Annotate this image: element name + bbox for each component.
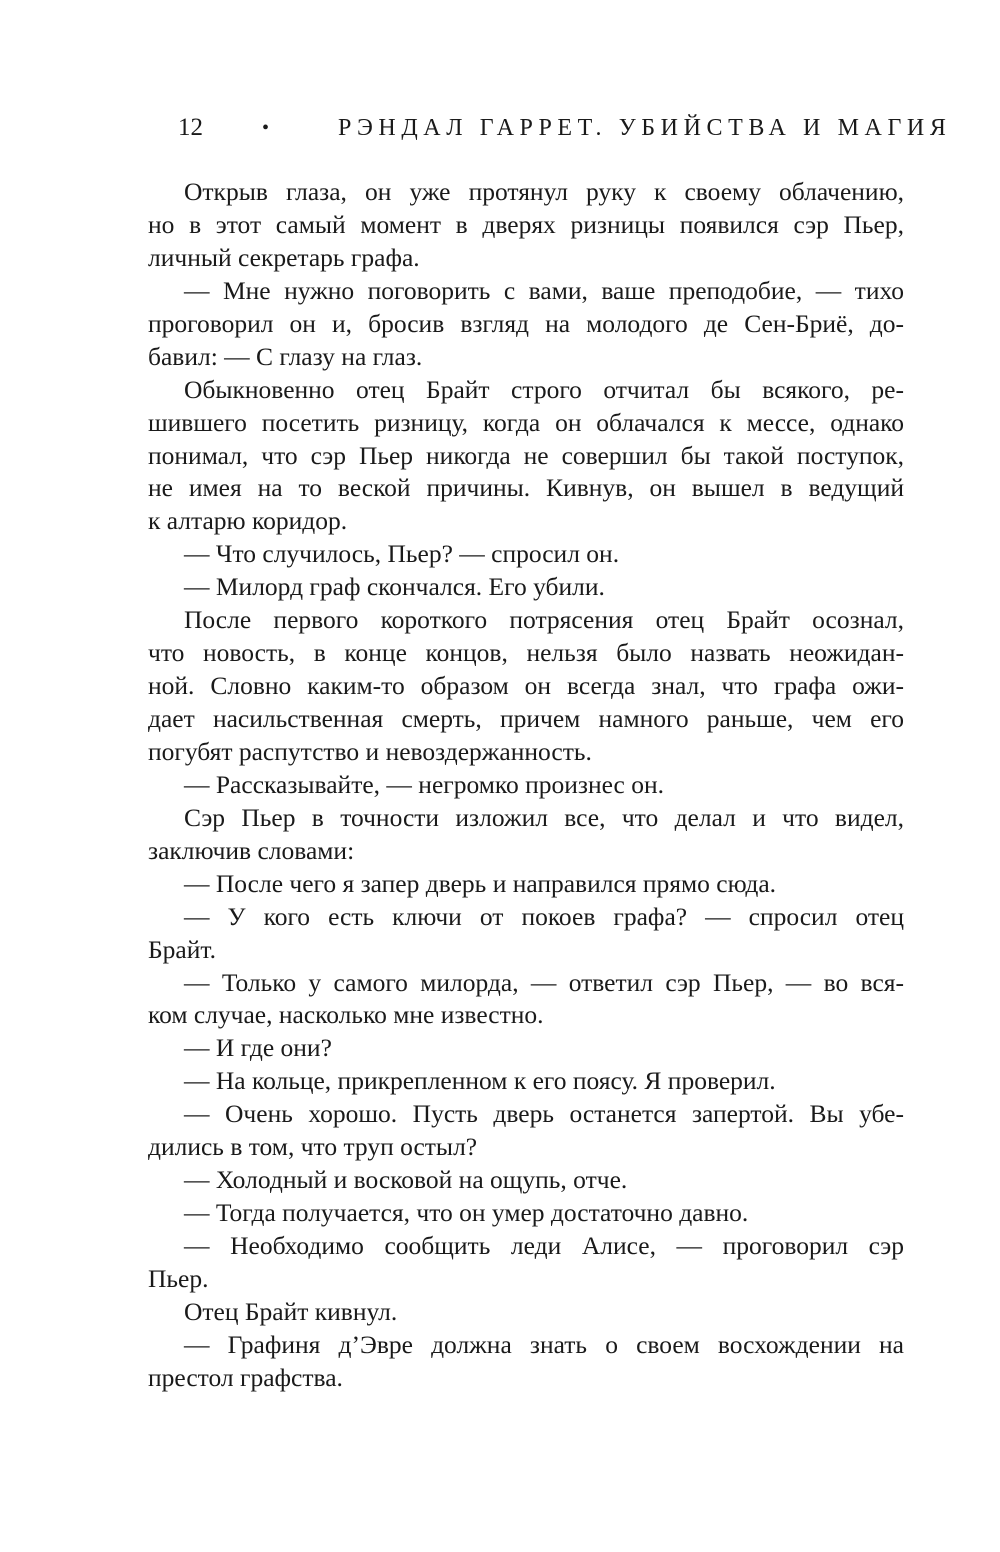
text-line: — Графиня д’Эвре должна знать о своем восхождении на [184, 1329, 904, 1359]
running-title: РЭНДАЛ ГАРРЕТ. УБИЙСТВА И МАГИЯ [338, 115, 952, 141]
text-line: — Рассказывайте, — негромко произнес он. [184, 769, 665, 799]
text-line: не имея на то веской причины. Кивнув, он вышел в ведущий [148, 473, 904, 503]
text-line: — Очень хорошо. Пусть дверь останется запертой. Вы убе- [184, 1099, 904, 1129]
text-line: Сэр Пьер в точности изложил все, что делал и что видел, [184, 802, 904, 832]
text-line: Открыв глаза, он уже протянул руку к своему облачению, [184, 177, 904, 206]
text-line: ком случае, насколько мне известно. [148, 1000, 544, 1030]
text-line: — Только у самого милорда, — ответил сэр Пьер, — во вся- [184, 967, 904, 997]
text-line: Пьер. [148, 1263, 209, 1293]
text-line: ной. Словно каким-то образом он всегда знал, что графа ожи- [148, 671, 904, 701]
text-line: — У кого есть ключи от покоев графа? — спросил отец [184, 901, 904, 931]
text-line: заключив словами: [148, 835, 355, 865]
header-separator: • [262, 117, 270, 139]
text-line: После первого короткого потрясения отец Брайт осознал, [184, 605, 904, 635]
text-line: — После чего я запер дверь и направился прямо сюда. [184, 868, 777, 898]
text-line: Брайт. [148, 934, 216, 964]
text-line: — Мне нужно поговорить с вами, ваше преподобие, — тихо [184, 275, 904, 305]
text-line: — Необходимо сообщить леди Алисе, — проговорил сэр [184, 1231, 904, 1260]
text-line: — На кольце, прикрепленном к его поясу. Я проверил. [184, 1066, 776, 1096]
text-line: шившего посетить ризницу, когда он облачался к мессе, однако [148, 407, 904, 437]
text-line: дились в том, что труп остыл? [148, 1132, 478, 1162]
text-line: — Что случилось, Пьер? — спросил он. [184, 539, 620, 569]
text-line: бавил: — С глазу на глаз. [148, 341, 423, 371]
text-line: личный секретарь графа. [148, 242, 420, 272]
text-line: погубят распутство и невоздержанность. [148, 736, 592, 766]
running-header [178, 108, 952, 148]
text-line: — Тогда получается, что он умер достаточно давно. [184, 1198, 749, 1228]
text-line: — Холодный и восковой на ощупь, отче. [184, 1165, 628, 1195]
text-line: что новость, в конце концов, нельзя было назвать неожидан- [148, 638, 904, 668]
text-line: Отец Брайт кивнул. [184, 1296, 398, 1326]
text-line: проговорил он и, бросив взгляд на молодого де Сен-Бриё, до- [148, 308, 904, 338]
page-number: 12 [178, 114, 203, 141]
text-line: к алтарю коридор. [148, 506, 348, 536]
text-line: — Милорд граф скончался. Его убили. [184, 572, 605, 602]
text-line: Обыкновенно отец Брайт строго отчитал бы всякого, ре- [184, 374, 904, 404]
text-line: — И где они? [184, 1033, 332, 1063]
body-text [148, 176, 904, 1395]
text-line: дает насильственная смерть, причем намного раньше, чем его [148, 704, 904, 733]
text-line: понимал, что сэр Пьер никогда не совершил бы такой поступок, [148, 440, 904, 470]
text-line: но в этот самый момент в дверях ризницы появился сэр Пьер, [148, 209, 904, 239]
text-line: престол графства. [148, 1362, 343, 1392]
